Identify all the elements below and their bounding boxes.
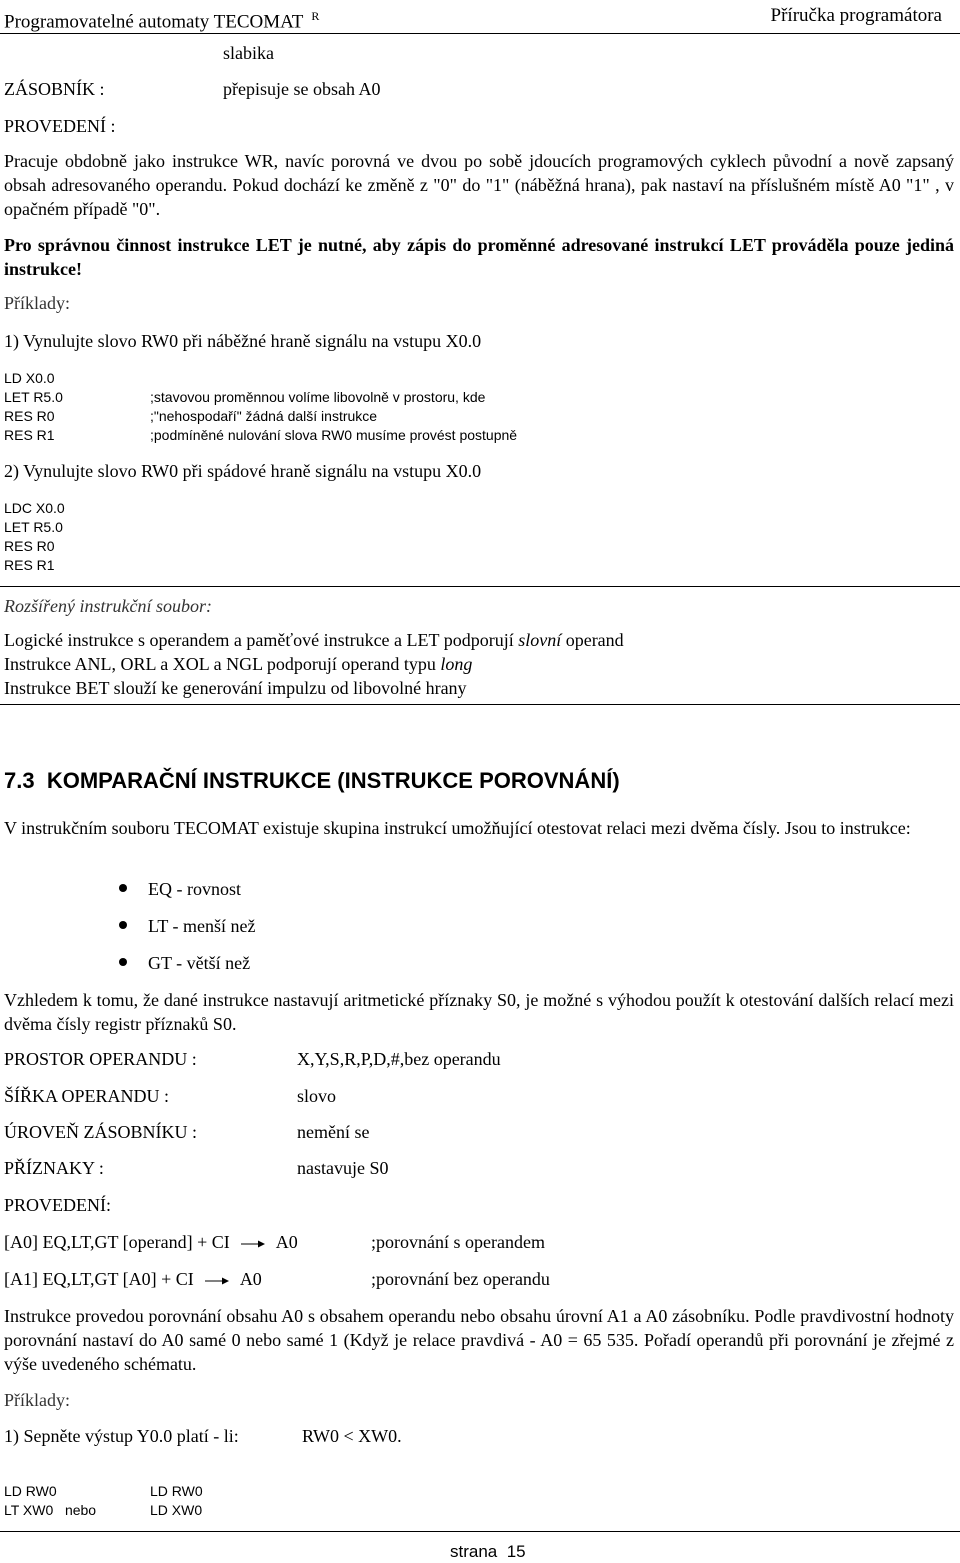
operation-comment: ;porovnání bez operandu	[371, 1269, 550, 1289]
operations-description: Instrukce provedou porovnání obsahu A0 s obsahem operandu nebo obsahu úrovní A1 a A0 zásobníku. Podle pravdivostní hodnoty porovnání nastaví do A0 samé 0 nebo samé 1 (Když je relace pravdivá - A0 = 65 535. Pořadí operandů při porovnání je zřejmé z výše uvedeného schématu.	[4, 1306, 954, 1374]
registered-mark: R	[311, 9, 320, 23]
let-example-1-title: 1) Vynulujte slovo RW0 při náběžné hraně signálu na vstupu X0.0	[4, 331, 482, 351]
operation-target: A0	[239, 1269, 262, 1289]
prop-label: ŠÍŘKA OPERANDU :	[4, 1086, 170, 1106]
code-line: RES R1 ;podmíněné nulování slova RW0 musíme provést postupně	[4, 427, 518, 443]
operation-comment: ;porovnání s operandem	[371, 1232, 545, 1252]
section-provedeni-label: PROVEDENÍ:	[4, 1195, 111, 1215]
prop-value: slovo	[297, 1086, 337, 1106]
extended-line-3: Instrukce BET slouží ke generování impulzu od libovolné hrany	[4, 678, 467, 698]
section-example-code-right	[150, 1482, 203, 1520]
header-title: Programovatelné automaty TECOMAT	[4, 11, 304, 33]
zasobnik-value: přepisuje se obsah A0	[223, 79, 381, 99]
operation-target: A0	[275, 1232, 298, 1252]
code-line: LET R5.0	[4, 519, 63, 535]
code-line: LET R5.0 ;stavovou proměnnou volíme libovolně v prostoru, kde	[4, 389, 486, 405]
prop-label: ÚROVEŇ ZÁSOBNÍKU :	[4, 1122, 197, 1142]
bullet-item: EQ - rovnost	[148, 879, 241, 899]
prop-value: X,Y,S,R,P,D,#,bez operandu	[297, 1049, 501, 1069]
code-line: LD RW0	[4, 1483, 57, 1499]
section-example-1-title: 1) Sepněte výstup Y0.0 platí - li:	[4, 1426, 239, 1446]
code-line: RES R0 ;"nehospodaří" žádná další instrukce	[4, 408, 378, 424]
let-example-2-title: 2) Vynulujte slovo RW0 při spádové hraně signálu na vstupu X0.0	[4, 461, 482, 481]
section-after-bullets: Vzhledem k tomu, že dané instrukce nastavují aritmetické příznaky S0, je možné s výhodou použít k otestování dalších relací mezi dvěma čísly registr příznaků S0.	[4, 990, 954, 1034]
footer-rule	[0, 1531, 960, 1532]
let-example-1-code	[4, 369, 517, 445]
provedeni-label: PROVEDENÍ :	[4, 116, 116, 136]
code-comment: ;stavovou proměnnou volíme libovolně v prostoru, kde	[150, 389, 486, 405]
bullet-item: GT - větší než	[148, 953, 251, 973]
bullet-item: LT - menší než	[148, 916, 256, 936]
let-warning: Pro správnou činnost instrukce LET je nutné, aby zápis do proměnné adresované instrukcí LET prováděla pouze jediná instrukce!	[4, 235, 954, 279]
prop-value: nemění se	[297, 1122, 370, 1142]
let-examples-label: Příklady:	[4, 293, 70, 313]
code-line: LD XW0	[150, 1502, 203, 1518]
section-intro: V instrukčním souboru TECOMAT existuje skupina instrukcí umožňující otestovat relaci mezi dvěma čísly. Jsou to instrukce:	[4, 818, 911, 838]
section-example-code-left	[4, 1482, 96, 1520]
page-number: strana 15	[450, 1542, 526, 1561]
arrow-right-icon	[204, 1276, 230, 1286]
section-example-1-condition: RW0 < XW0.	[302, 1426, 402, 1446]
code-line: LDC X0.0	[4, 500, 65, 516]
bullet-icon	[119, 958, 127, 966]
operation-expr: [A0] EQ,LT,GT [operand] + CI	[4, 1232, 230, 1252]
operation-line	[4, 1267, 262, 1291]
code-comment: ;podmíněné nulování slova RW0 musíme provést postupně	[150, 427, 518, 443]
code-line: RES R1	[4, 557, 55, 573]
extended-top-rule	[0, 586, 960, 587]
section-examples-label: Příklady:	[4, 1390, 70, 1410]
let-example-2-code	[4, 499, 65, 575]
bullet-icon	[119, 921, 127, 929]
bullet-icon	[119, 884, 127, 892]
header-rule	[0, 33, 960, 34]
section-number: 7.3	[4, 768, 35, 793]
prop-label: PŘÍZNAKY :	[4, 1158, 104, 1178]
let-description: Pracuje obdobně jako instrukce WR, navíc porovná ve dvou po sobě jdoucích programových cyklech původní a nově zapsaný obsah adresovaného operandu. Pokud dochází ke změně z "0" do "1" (náběžná hrana), pak nastaví na příslušném místě A0 "1" , v opačném případě "0".	[4, 151, 954, 219]
extended-line-2: Instrukce ANL, ORL a XOL a NGL podporují operand typu long	[4, 654, 473, 674]
extended-bottom-rule	[0, 704, 960, 705]
operation-expr: [A1] EQ,LT,GT [A0] + CI	[4, 1269, 194, 1289]
code-nebo: nebo	[64, 1502, 97, 1518]
zasobnik-label: ZÁSOBNÍK :	[4, 79, 105, 99]
header-doc-name: Příručka programátora	[770, 5, 942, 26]
prop-label: PROSTOR OPERANDU :	[4, 1049, 197, 1069]
code-line: LD X0.0	[4, 370, 55, 386]
code-comment: ;"nehospodaří" žádná další instrukce	[150, 408, 378, 424]
arrow-right-icon	[240, 1239, 266, 1249]
operation-line	[4, 1230, 298, 1254]
extended-title: Rozšířený instrukční soubor:	[4, 596, 212, 616]
slabika-text: slabika	[223, 43, 274, 63]
extended-line-1: Logické instrukce s operandem a paměťové instrukce a LET podporují slovní operand	[4, 630, 624, 650]
code-line: LT XW0 nebo	[4, 1502, 97, 1518]
prop-value: nastavuje S0	[297, 1158, 389, 1178]
section-heading	[4, 767, 620, 795]
section-title: KOMPARAČNÍ INSTRUKCE (INSTRUKCE POROVNÁNÍ)	[46, 768, 620, 793]
code-line: RES R0	[4, 538, 55, 554]
code-line: LD RW0	[150, 1483, 203, 1499]
